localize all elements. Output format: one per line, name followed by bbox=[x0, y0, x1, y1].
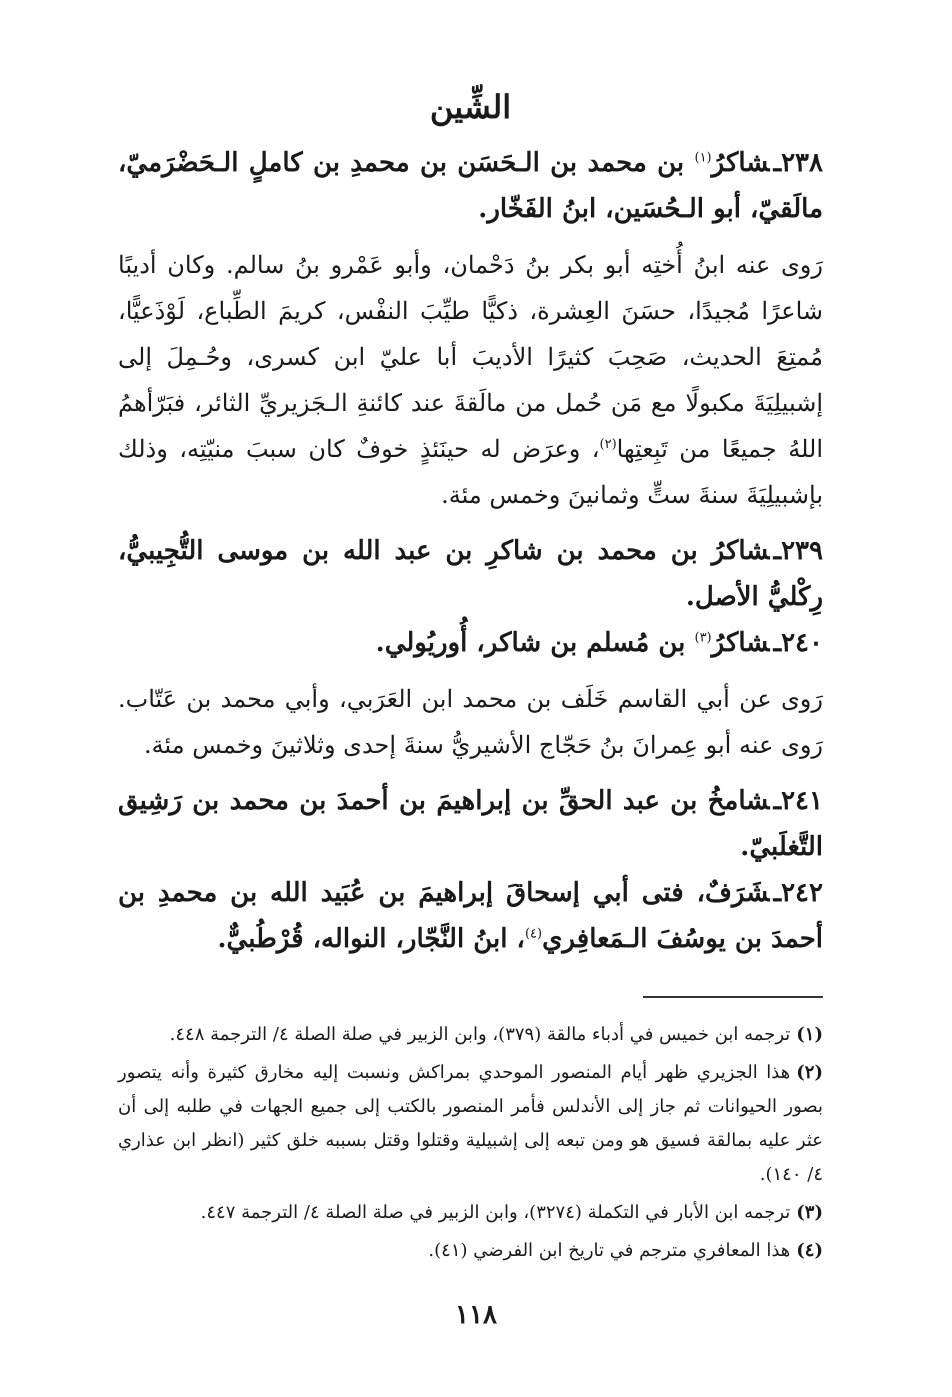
footnote-ref[interactable]: (٢) bbox=[599, 437, 617, 452]
entry-239-heading bbox=[118, 528, 823, 620]
footnote-ref[interactable]: (٤) bbox=[524, 926, 543, 942]
footnote-text: هذا الجزيري ظهر أيام المنصور الموحدي بمراكش ونسبت إليه مخارق كثيرة وأنه يتصور بصور الحيوانات ثم جاز إلى الأندلس فأمر المنصور بالكتب إلى جميع الجهات في طلبه إلى أن عثر عليه بمالقة فسيق هو ومن تبعه إلى إشبيلية وقتلوا وقتل بسببه خلق كثير (انظر ابن عذاري ٤/ ١٤٠). bbox=[118, 1062, 823, 1185]
entry-238-body bbox=[118, 242, 823, 518]
entry-body-text-end: ، وعرَض له حينَئذٍ خوفٌ كان سببَ منيّتِه، وذلك بإشبيلِيَةَ سنةَ ستٍّ وثمانينَ وخمس مئة. bbox=[118, 435, 823, 509]
footnote-label: (٢) bbox=[796, 1062, 823, 1083]
section-title: الشِّين bbox=[429, 88, 512, 126]
page-content bbox=[118, 88, 823, 1272]
footnote-label: (٣) bbox=[796, 1202, 823, 1223]
footnote-3 bbox=[118, 1196, 823, 1230]
entry-body-text: رَوى عنه ابنُ أُختِه أبو بكر بنُ دَحْمان، وأبو عَمْرو بنُ سالم. وكان أديبًا شاعرًا مُجيدًا، حسَنَ العِشرة، ذكيًّا طيِّبَ النفْس، كريمَ الطِّباع، لَوْذَعيًّا، مُمتِعَ الحديث، صَحِبَ كثيرًا الأديبَ أبا عليّ ابن كسرى، وحُـمِلَ إلى إشبيلِيَةَ مكبولًا مع مَن حُمل من مالَقةَ عند كائنةِ الـجَزيريِّ الثائر، فبَرّأهمُ اللهُ جميعًا من تَبِعتِها bbox=[118, 251, 823, 463]
footnote-text: هذا المعافري مترجم في تاريخ ابن الفرضي (٤١). bbox=[428, 1240, 791, 1261]
entry-name: شاكرُ بن محمد بن شاكرِ بن عبد الله بن موسى التُّجِيبيُّ، رِكْليُّ الأصل. bbox=[118, 536, 823, 612]
entry-name: شاكرُ bbox=[711, 628, 770, 658]
entry-lineage: بن مُسلم بن شاكر، أُوريُولي. bbox=[375, 628, 686, 658]
footnote-text: ترجمه ابن الأبار في التكملة (٣٢٧٤)، وابن الزبير في صلة الصلة ٤/ الترجمة ٤٤٧. bbox=[200, 1202, 791, 1223]
entry-lineage: ، ابنُ النَّجّار، النواله، قُرْطُبيٌّ. bbox=[217, 924, 525, 954]
footnote-label: (١) bbox=[796, 1024, 823, 1045]
entry-number: ٢٤٢ـ bbox=[773, 878, 823, 908]
entry-241-heading bbox=[118, 778, 823, 870]
entry-238-heading bbox=[118, 140, 823, 232]
entry-number: ٢٣٨ـ bbox=[773, 148, 823, 178]
page-number: ١١٨ bbox=[455, 1300, 497, 1330]
footnote-ref[interactable]: (١) bbox=[694, 150, 712, 166]
footnote-1 bbox=[118, 1018, 823, 1052]
entry-name: شَرَفٌ، فتى أبي إسحاقَ إبراهيمَ بن عُبَيد الله بن محمدِ بن أحمدَ بن يوسُفَ الـمَعافِري bbox=[118, 878, 823, 954]
entry-240-body: رَوى عن أبي القاسم خَلَف بن محمد ابن العَرَبي، وأبي محمد بن عَتّاب. رَوى عنه أبو عِمرانَ بنُ حَجّاج الأشيريُّ سنةَ إحدى وثلاثينَ وخمس مئة. bbox=[118, 685, 823, 759]
footnote-divider bbox=[643, 996, 823, 998]
footnote-label: (٤) bbox=[796, 1240, 823, 1261]
footnote-4 bbox=[118, 1234, 823, 1268]
footnote-2 bbox=[118, 1056, 823, 1192]
footnote-ref[interactable]: (٣) bbox=[694, 630, 712, 646]
entry-name: شامخُ بن عبد الحقِّ بن إبراهيمَ بن أحمدَ بن محمد بن رَشِيق التَّغلَبيّ. bbox=[118, 786, 823, 862]
entry-number: ٢٤١ـ bbox=[773, 786, 823, 816]
footnote-text: ترجمه ابن خميس في أدباء مالقة (٣٧٩)، وابن الزبير في صلة الصلة ٤/ الترجمة ٤٤٨. bbox=[169, 1024, 791, 1045]
entry-242-heading bbox=[118, 870, 823, 962]
entry-number: ٢٣٩ـ bbox=[773, 536, 823, 566]
entry-number: ٢٤٠ـ bbox=[773, 628, 823, 658]
entry-240-heading bbox=[118, 620, 823, 666]
footnotes bbox=[118, 1018, 823, 1268]
entry-lineage: بن محمد بن الـحَسَن بن محمدِ بن كاملٍ الـحَضْرَميّ، مالَقيّ، أبو الـحُسَين، ابنُ الفَخّار. bbox=[118, 148, 823, 224]
entry-name: شاكرُ bbox=[711, 148, 770, 178]
